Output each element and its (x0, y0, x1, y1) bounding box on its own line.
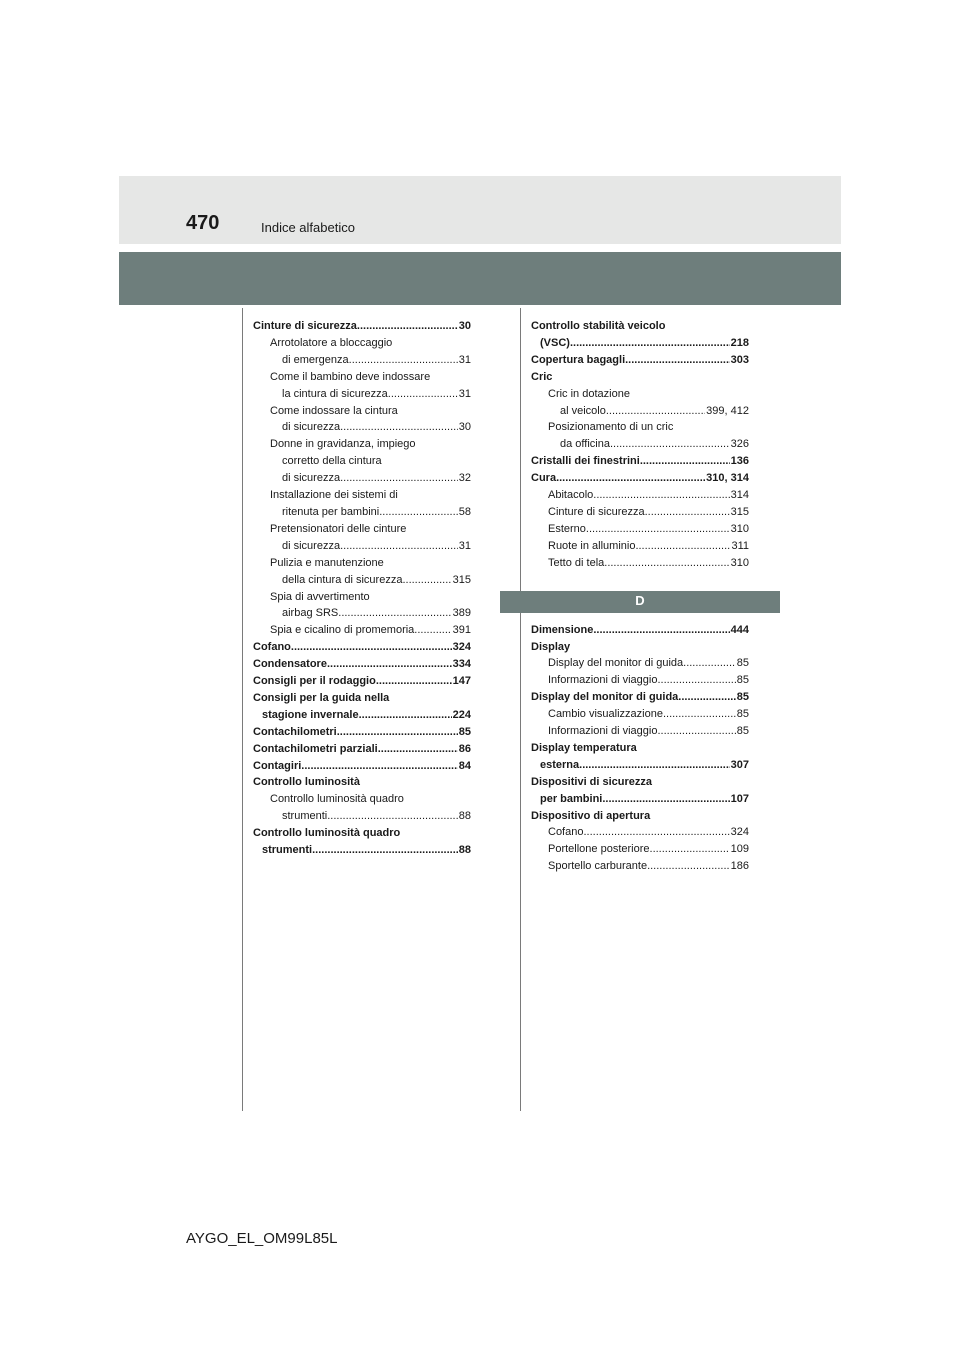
index-term: Sportello carburante (548, 860, 648, 873)
leader-dots (586, 521, 730, 538)
index-line (253, 724, 471, 741)
index-page-ref: 30 (458, 421, 471, 434)
index-line (531, 369, 749, 386)
index-page-ref: 315 (452, 573, 471, 586)
index-subentry (253, 436, 471, 487)
index-page-ref: 88 (458, 810, 471, 823)
index-term: di sicurezza (282, 472, 341, 485)
index-term: Come il bambino deve indossare (270, 370, 431, 383)
index-term: la cintura di sicurezza (282, 387, 388, 400)
index-page-ref: 136 (730, 455, 749, 468)
index-page-ref: 31 (458, 387, 471, 400)
index-page-ref: 334 (452, 658, 471, 671)
index-term: Arrotolatore a bloccaggio (270, 336, 393, 349)
index-term: corretto della cintura (282, 455, 382, 468)
index-subentry (253, 555, 471, 589)
index-term: (VSC) (540, 336, 570, 349)
index-line (253, 690, 471, 707)
index-term: Cinture di sicurezza (253, 320, 357, 332)
index-line (253, 656, 471, 673)
index-line (253, 622, 471, 639)
index-subentry (531, 655, 749, 672)
index-term: Pretensionatori delle cinture (270, 522, 407, 535)
index-term: Spia e cicalino di promemoria (270, 624, 415, 637)
index-subentry (253, 521, 471, 555)
index-term: Contachilometri parziali (253, 742, 378, 755)
index-subentry (531, 824, 749, 841)
index-entry (253, 758, 471, 775)
leader-dots (291, 639, 452, 656)
index-page-ref: 315 (730, 505, 749, 518)
index-page-ref: 389 (452, 607, 471, 620)
leader-dots (556, 470, 705, 487)
index-page-ref: 303 (730, 353, 749, 366)
index-term: per bambini (540, 792, 603, 805)
leader-dots (593, 487, 729, 504)
index-line (531, 689, 749, 706)
leader-dots (379, 504, 458, 521)
leader-dots (657, 723, 735, 740)
index-page-ref: 31 (458, 353, 471, 366)
index-line (531, 622, 749, 639)
index-term: Controllo luminosità quadro (270, 793, 404, 806)
index-term: di sicurezza (282, 539, 341, 552)
index-term: Dispositivo di apertura (531, 809, 651, 822)
index-page-ref: 311 (731, 539, 749, 552)
leader-dots (327, 656, 452, 673)
index-subentry (531, 672, 749, 689)
index-term: Display (531, 640, 571, 653)
index-line (531, 352, 749, 369)
index-line (253, 470, 471, 487)
leader-dots (340, 470, 458, 487)
index-line (531, 470, 749, 487)
index-line (253, 453, 471, 470)
index-line (531, 723, 749, 740)
leader-dots (340, 538, 458, 555)
index-entry (531, 740, 749, 774)
leader-dots (657, 672, 735, 689)
index-term: Dispositivi di sicurezza (531, 775, 653, 788)
index-term: di sicurezza (282, 421, 341, 434)
index-term: strumenti (282, 810, 328, 823)
index-subentry (531, 538, 749, 555)
index-line (253, 419, 471, 436)
index-line (253, 521, 471, 538)
index-page-ref: 399, 412 (706, 404, 749, 417)
index-line (531, 453, 749, 470)
index-line (253, 436, 471, 453)
index-term: Spia di avvertimento (270, 590, 370, 603)
index-page-ref: 186 (730, 860, 749, 873)
index-line (531, 318, 749, 335)
index-line (253, 352, 471, 369)
index-page-ref: 84 (458, 759, 471, 772)
leader-dots (338, 605, 451, 622)
leader-dots (678, 689, 735, 706)
leader-dots (604, 555, 729, 572)
index-subentry (253, 369, 471, 403)
index-page-ref: 391 (452, 624, 471, 637)
leader-dots (349, 352, 458, 369)
index-page-ref: 30 (458, 320, 471, 332)
index-term: Cura (531, 472, 557, 485)
index-group-c (531, 318, 749, 572)
index-page-ref: 32 (458, 472, 471, 485)
index-entry (531, 470, 749, 487)
index-line (531, 858, 749, 875)
index-line (253, 673, 471, 690)
index-entry (531, 689, 749, 706)
index-page-ref: 85 (736, 691, 749, 704)
index-entry (531, 639, 749, 656)
leader-dots (640, 453, 730, 470)
index-term: Cristalli dei finestrini (531, 455, 640, 468)
index-column-right (531, 318, 749, 875)
page-title: Indice alfabetico (261, 220, 355, 235)
index-subentry (253, 487, 471, 521)
index-page-ref: 86 (458, 742, 471, 755)
index-term: Copertura bagagli (531, 353, 626, 366)
index-subentry (253, 791, 471, 825)
index-page-ref: 324 (730, 826, 749, 839)
leader-dots (388, 386, 458, 403)
leader-dots (357, 318, 458, 335)
index-term: Abitacolo (548, 489, 594, 502)
index-line (531, 757, 749, 774)
index-line (531, 655, 749, 672)
index-column-left (253, 318, 471, 859)
index-line (531, 672, 749, 689)
index-term: ritenuta per bambini (282, 505, 380, 518)
index-line (253, 589, 471, 606)
index-page-ref: 218 (730, 336, 749, 349)
leader-dots (650, 841, 730, 858)
index-page-ref: 310 (730, 522, 749, 535)
index-line (531, 419, 749, 436)
index-term: airbag SRS (282, 607, 339, 620)
index-page-ref: 85 (736, 708, 749, 721)
index-page-ref: 310, 314 (706, 472, 749, 485)
index-page-ref: 31 (458, 539, 471, 552)
leader-dots (593, 622, 729, 639)
header-band (119, 176, 841, 244)
index-term: Ruote in alluminio (548, 539, 636, 552)
index-subentry (253, 622, 471, 639)
index-term: di emergenza (282, 353, 349, 366)
index-entry (531, 774, 749, 808)
index-term: Controllo luminosità quadro (253, 827, 401, 840)
index-term: Display temperatura (531, 741, 637, 754)
index-line (253, 504, 471, 521)
index-subentry (531, 841, 749, 858)
index-term: Consigli per il rodaggio (253, 675, 376, 688)
index-page-ref: 85 (736, 725, 749, 738)
index-line (531, 774, 749, 791)
index-term: Informazioni di viaggio (548, 725, 658, 738)
index-term: Pulizia e manutenzione (270, 556, 384, 569)
index-page-ref: 107 (730, 792, 749, 805)
index-page-ref: 85 (736, 674, 749, 687)
index-subentry (253, 403, 471, 437)
leader-dots (647, 858, 730, 875)
index-term: Contagiri (253, 759, 302, 772)
leader-dots (610, 436, 730, 453)
index-page-ref: 324 (452, 641, 471, 654)
leader-dots (579, 757, 730, 774)
index-line (253, 741, 471, 758)
index-line (531, 386, 749, 403)
leader-dots (359, 707, 452, 724)
index-line (253, 403, 471, 420)
index-term: Portellone posteriore (548, 843, 650, 856)
index-line (531, 487, 749, 504)
document-code: AYGO_EL_OM99L85L (186, 1230, 338, 1247)
index-line (253, 487, 471, 504)
index-term: Posizionamento di un cric (548, 421, 674, 434)
index-line (253, 707, 471, 724)
leader-dots (583, 824, 729, 841)
index-entry (253, 724, 471, 741)
index-page-ref: 88 (458, 844, 471, 857)
index-term: Dimensione (531, 623, 594, 636)
index-entry (531, 352, 749, 369)
index-page-ref: 326 (730, 438, 749, 451)
index-line (253, 639, 471, 656)
index-line (531, 521, 749, 538)
index-subentry (531, 487, 749, 504)
index-subentry (531, 706, 749, 723)
index-page-ref: 444 (730, 623, 749, 636)
leader-dots (625, 352, 730, 369)
index-term: Controllo stabilità veicolo (531, 320, 666, 332)
index-subentry (531, 521, 749, 538)
leader-dots (606, 403, 705, 420)
leader-dots (602, 791, 729, 808)
index-term: al veicolo (560, 404, 606, 417)
index-page-ref: 109 (730, 843, 749, 856)
index-page-ref: 85 (458, 725, 471, 738)
index-line (531, 403, 749, 420)
index-term: Come indossare la cintura (270, 404, 398, 417)
leader-dots (337, 724, 458, 741)
index-line (531, 841, 749, 858)
index-term: Installazione dei sistemi di (270, 489, 398, 502)
index-group-d (531, 622, 749, 876)
index-term: Tetto di tela (548, 556, 605, 569)
index-page-ref: 310 (730, 556, 749, 569)
index-term: Consigli per la guida nella (253, 691, 390, 704)
index-subentry (253, 589, 471, 623)
index-line (531, 824, 749, 841)
leader-dots (327, 808, 458, 825)
index-term: Cofano (253, 641, 291, 654)
index-line (531, 791, 749, 808)
page-number: 470 (186, 212, 220, 234)
index-entry (253, 656, 471, 673)
index-subentry (531, 555, 749, 572)
index-entry (253, 639, 471, 656)
index-entry (531, 453, 749, 470)
index-line (253, 555, 471, 572)
index-term: da officina (560, 438, 610, 451)
index-subentry (531, 386, 749, 420)
index-page-ref: 85 (736, 657, 749, 670)
index-entry (253, 318, 471, 335)
index-term: Cric in dotazione (548, 387, 630, 400)
index-line (253, 791, 471, 808)
index-subentry (531, 723, 749, 740)
index-term: Condensatore (253, 658, 327, 671)
index-entry (531, 622, 749, 639)
column-divider-left (242, 308, 243, 1111)
index-line (531, 639, 749, 656)
leader-dots (402, 572, 451, 589)
index-line (253, 538, 471, 555)
leader-dots (378, 741, 458, 758)
index-line (253, 572, 471, 589)
index-line (531, 436, 749, 453)
index-term: Donne in gravidanza, impiego (270, 438, 416, 451)
leader-dots (683, 655, 736, 672)
index-term: Contachilometri (253, 725, 337, 738)
leader-dots (645, 504, 730, 521)
index-page-ref: 224 (452, 708, 471, 721)
leader-dots (312, 842, 458, 859)
index-subentry (531, 504, 749, 521)
index-line (253, 808, 471, 825)
index-term: Cinture di sicurezza (548, 505, 645, 518)
index-term: strumenti (262, 844, 313, 857)
index-entry (253, 690, 471, 724)
index-line (253, 758, 471, 775)
index-term: Display del monitor di guida (548, 657, 684, 670)
index-entry (253, 741, 471, 758)
index-page-ref: 307 (730, 758, 749, 771)
index-line (253, 842, 471, 859)
index-entry (531, 369, 749, 386)
index-term: Informazioni di viaggio (548, 674, 658, 687)
index-line (531, 504, 749, 521)
index-page-ref: 314 (730, 489, 749, 502)
index-subentry (531, 419, 749, 453)
index-term: Cofano (548, 826, 584, 839)
leader-dots (340, 419, 458, 436)
index-term: Cambio visualizzazione (548, 708, 663, 721)
index-line (253, 825, 471, 842)
index-term: Esterno (548, 522, 586, 535)
index-term: stagione invernale (262, 708, 359, 721)
index-subentry (531, 858, 749, 875)
leader-dots (663, 706, 736, 723)
index-entry (253, 673, 471, 690)
index-term: Controllo luminosità (253, 776, 360, 789)
leader-dots (414, 622, 451, 639)
index-term: Cric (531, 370, 553, 383)
index-entry (531, 318, 749, 352)
leader-dots (376, 673, 452, 690)
leader-dots (301, 758, 457, 775)
header-dark-band (119, 252, 841, 305)
index-term: della cintura di sicurezza (282, 573, 403, 586)
leader-dots (570, 335, 730, 352)
index-line (531, 555, 749, 572)
index-page-ref: 58 (458, 505, 471, 518)
index-line (253, 335, 471, 352)
index-line (531, 335, 749, 352)
index-line (531, 808, 749, 825)
index-line (253, 318, 471, 335)
index-term: esterna (540, 758, 580, 771)
leader-dots (635, 538, 730, 555)
index-page-ref: 147 (452, 675, 471, 688)
index-subentry (253, 335, 471, 369)
index-line (253, 369, 471, 386)
index-line (531, 538, 749, 555)
section-header-d: D (500, 591, 780, 613)
index-entry (253, 825, 471, 859)
index-line (253, 774, 471, 791)
index-line (531, 706, 749, 723)
column-divider-right (520, 308, 521, 1111)
index-entry (253, 774, 471, 791)
index-line (531, 740, 749, 757)
index-line (253, 386, 471, 403)
index-line (253, 605, 471, 622)
index-entry (531, 808, 749, 825)
index-term: Display del monitor di guida (531, 691, 679, 704)
